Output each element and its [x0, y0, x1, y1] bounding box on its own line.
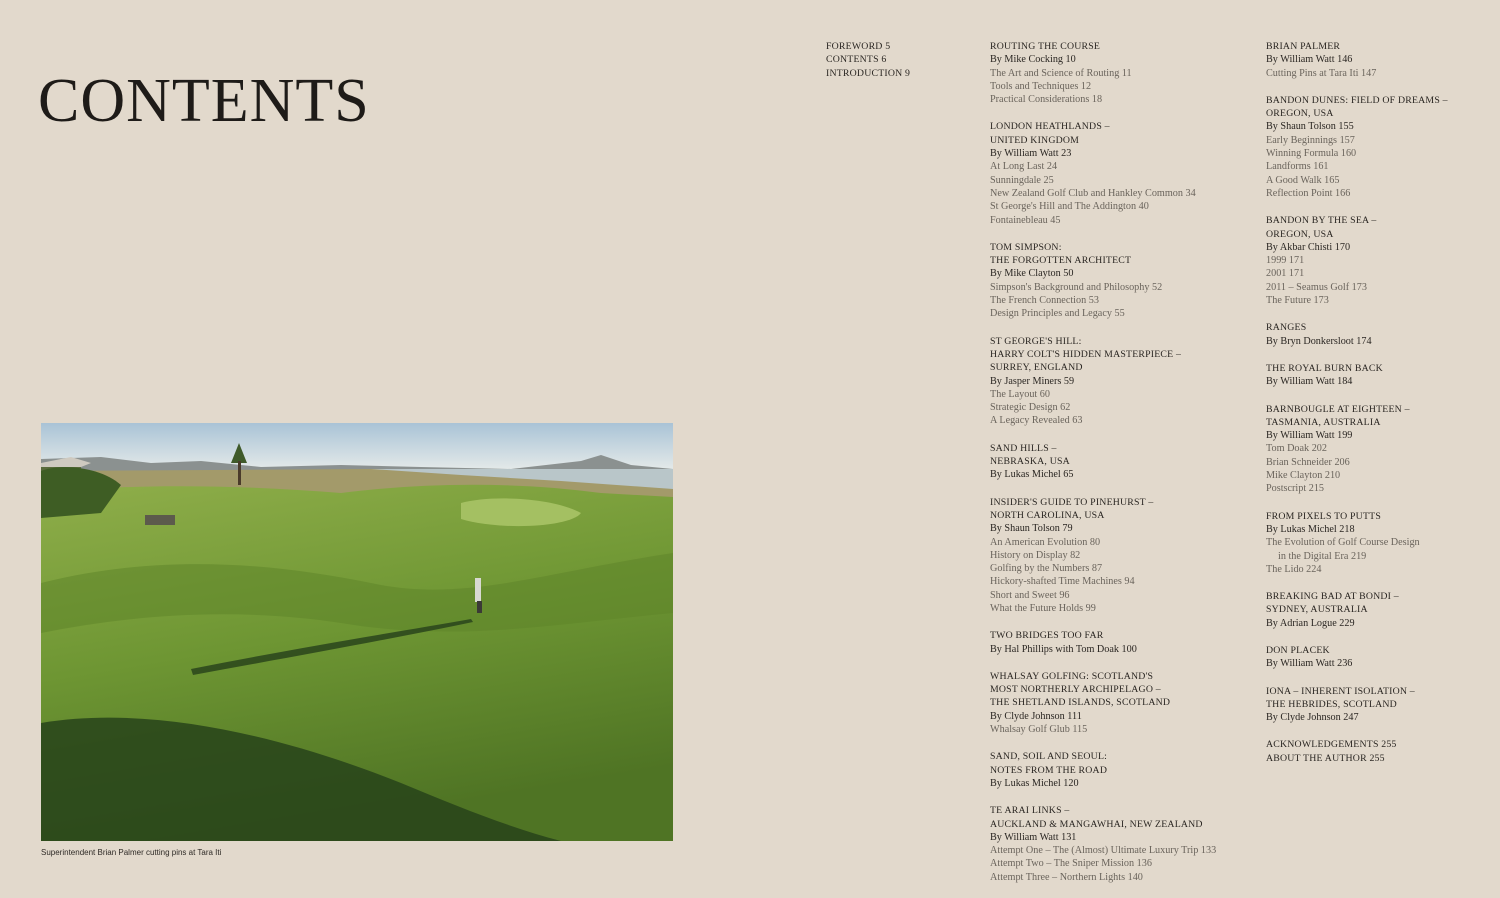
toc-section — [1266, 644, 1448, 671]
toc-section-title: MOST NORTHERLY ARCHIPELAGO – — [990, 684, 1161, 696]
toc-section — [990, 750, 1216, 790]
toc-section-title: AUCKLAND & MANGAWHAI, NEW ZEALAND — [990, 818, 1203, 830]
toc-entry: Reflection Point 166 — [1266, 187, 1351, 199]
toc-entry: Hickory-shafted Time Machines 94 — [990, 576, 1135, 588]
toc-section-title: OREGON, USA — [1266, 228, 1334, 240]
toc-section — [990, 241, 1216, 321]
toc-entry: Postscript 215 — [1266, 483, 1325, 495]
toc-section — [1266, 321, 1448, 348]
toc-section — [1266, 94, 1448, 200]
toc-entry: New Zealand Golf Club and Hankley Common 34 — [990, 187, 1196, 199]
toc-section-title: NOTES FROM THE ROAD — [990, 764, 1108, 776]
toc-section-title: TOM SIMPSON: — [990, 241, 1062, 253]
toc-entry: The Art and Science of Routing 11 — [990, 67, 1132, 79]
toc-section — [1266, 40, 1448, 80]
toc-front-item: INTRODUCTION 9 — [826, 67, 911, 79]
toc-section-title: THE ROYAL BURN BACK — [1266, 362, 1383, 374]
toc-entry: 1999 171 — [1266, 255, 1305, 267]
toc-entry: St George's Hill and The Addington 40 — [990, 201, 1149, 213]
toc-section-title: TASMANIA, AUSTRALIA — [1266, 416, 1381, 428]
toc-entry: Attempt One – The (Almost) Ultimate Luxury Trip 133 — [990, 845, 1217, 857]
toc-entry: The French Connection 53 — [990, 295, 1099, 307]
toc-section-title: SURREY, ENGLAND — [990, 362, 1083, 374]
toc-entry: Fontainebleau 45 — [990, 214, 1061, 226]
toc-entry: History on Display 82 — [990, 549, 1081, 561]
toc-entry: Brian Schneider 206 — [1266, 456, 1350, 468]
toc-author: By Adrian Logue 229 — [1266, 617, 1355, 629]
photo-caption: Superintendent Brian Palmer cutting pins at Tara Iti — [41, 848, 222, 857]
toc-entry: Simpson's Background and Philosophy 52 — [990, 281, 1163, 293]
toc-author: By William Watt 199 — [1266, 430, 1353, 442]
toc-author: By Lukas Michel 218 — [1266, 523, 1355, 535]
toc-entry: An American Evolution 80 — [990, 536, 1101, 548]
toc-author: By Shaun Tolson 79 — [990, 523, 1073, 535]
toc-author: By Jasper Miners 59 — [990, 375, 1075, 387]
toc-entry: 2011 – Seamus Golf 173 — [1266, 281, 1367, 293]
toc-section-title: LONDON HEATHLANDS – — [990, 121, 1110, 133]
toc-section-title: NORTH CAROLINA, USA — [990, 509, 1105, 521]
toc-section-title: WHALSAY GOLFING: SCOTLAND'S — [990, 670, 1154, 682]
toc-section — [990, 496, 1216, 616]
toc-section-title: THE FORGOTTEN ARCHITECT — [990, 255, 1132, 267]
toc-front-item: CONTENTS 6 — [826, 54, 887, 66]
toc-entry: Strategic Design 62 — [990, 402, 1071, 414]
page-title: CONTENTS — [38, 66, 370, 135]
toc-entry: Sunningdale 25 — [990, 174, 1054, 186]
toc-section — [990, 629, 1216, 656]
toc-section-title: INSIDER'S GUIDE TO PINEHURST – — [990, 496, 1154, 508]
toc-section-title: OREGON, USA — [1266, 108, 1334, 120]
toc-section — [1266, 362, 1448, 389]
toc-author: By Shaun Tolson 155 — [1266, 121, 1354, 133]
toc-section — [990, 335, 1216, 428]
toc-section-title: SYDNEY, AUSTRALIA — [1266, 604, 1368, 616]
toc-author: By Lukas Michel 120 — [990, 777, 1079, 789]
toc-author: By William Watt 146 — [1266, 54, 1353, 66]
toc-section-title: RANGES — [1266, 322, 1307, 334]
toc-entry: Short and Sweet 96 — [990, 589, 1070, 601]
toc-entry: Design Principles and Legacy 55 — [990, 308, 1125, 320]
toc-entry: in the Digital Era 219 — [1278, 550, 1367, 562]
toc-section-title: BANDON BY THE SEA – — [1266, 215, 1377, 227]
toc-section-title: SAND HILLS – — [990, 442, 1057, 454]
toc-entry: 2001 171 — [1266, 268, 1305, 280]
toc-entry: Landforms 161 — [1266, 161, 1329, 173]
toc-entry: Winning Formula 160 — [1266, 148, 1357, 160]
toc-entry: The Lido 224 — [1266, 563, 1322, 575]
toc-section — [990, 120, 1216, 226]
toc-section-title: BREAKING BAD AT BONDI – — [1266, 591, 1399, 603]
toc-section — [1266, 738, 1448, 765]
toc-entry: Cutting Pins at Tara Iti 147 — [1266, 67, 1377, 79]
toc-section-title: HARRY COLT'S HIDDEN MASTERPIECE – — [990, 348, 1182, 360]
toc-author: By Bryn Donkersloot 174 — [1266, 335, 1372, 347]
toc-author: By Akbar Chisti 170 — [1266, 241, 1351, 253]
toc-entry: The Layout 60 — [990, 388, 1050, 400]
front-matter-column — [826, 40, 910, 80]
toc-section-title: UNITED KINGDOM — [990, 134, 1080, 146]
toc-section-title: THE HEBRIDES, SCOTLAND — [1266, 698, 1397, 710]
toc-section-title: ROUTING THE COURSE — [990, 41, 1101, 52]
toc-front-item: FOREWORD 5 — [826, 41, 891, 52]
toc-entry: Attempt Three – Northern Lights 140 — [990, 871, 1143, 883]
toc-author: By William Watt 23 — [990, 148, 1072, 160]
toc-author: By Lukas Michel 65 — [990, 469, 1074, 481]
toc-section-title: THE SHETLAND ISLANDS, SCOTLAND — [990, 697, 1171, 709]
toc-section — [1266, 510, 1448, 576]
toc-entry: What the Future Holds 99 — [990, 602, 1096, 614]
toc-section-title: BANDON DUNES: FIELD OF DREAMS – — [1266, 94, 1448, 106]
toc-entry: Tools and Techniques 12 — [990, 80, 1092, 92]
toc-section-title: BARNBOUGLE AT EIGHTEEN – — [1266, 403, 1410, 415]
toc-author: By Mike Cocking 10 — [990, 54, 1076, 66]
toc-section — [1266, 403, 1448, 496]
toc-section — [990, 40, 1216, 106]
toc-section-title: NEBRASKA, USA — [990, 456, 1070, 468]
toc-section-title: BRIAN PALMER — [1266, 41, 1341, 52]
toc-author: By Clyde Johnson 247 — [1266, 712, 1359, 724]
toc-author: By William Watt 131 — [990, 831, 1077, 843]
toc-entry: The Evolution of Golf Course Design — [1266, 537, 1420, 549]
toc-entry: At Long Last 24 — [990, 161, 1058, 173]
toc-author: By Clyde Johnson 111 — [990, 710, 1082, 722]
toc-section — [1266, 214, 1448, 307]
toc-section-title: IONA – INHERENT ISOLATION – — [1266, 685, 1415, 697]
toc-author: By William Watt 236 — [1266, 658, 1353, 670]
toc-section-title: FROM PIXELS TO PUTTS — [1266, 510, 1381, 522]
toc-section-title: TE ARAI LINKS – — [990, 805, 1070, 817]
toc-entry: A Legacy Revealed 63 — [990, 415, 1083, 427]
toc-entry: Practical Considerations 18 — [990, 94, 1103, 106]
toc-section-title: ST GEORGE'S HILL: — [990, 335, 1082, 347]
toc-entry: Mike Clayton 210 — [1266, 470, 1341, 482]
toc-section — [990, 670, 1216, 736]
toc-entry: Early Beginnings 157 — [1266, 134, 1355, 146]
toc-section-title: TWO BRIDGES TOO FAR — [990, 630, 1104, 642]
toc-section-title: ACKNOWLEDGEMENTS 255 — [1266, 739, 1397, 751]
toc-entry: Whalsay Golf Glub 115 — [990, 724, 1088, 736]
toc-author: By Mike Clayton 50 — [990, 268, 1074, 280]
toc-section — [1266, 685, 1448, 725]
toc-section — [990, 804, 1216, 884]
toc-section-title: ABOUT THE AUTHOR 255 — [1266, 752, 1385, 764]
toc-entry: Golfing by the Numbers 87 — [990, 563, 1103, 575]
toc-entry: Attempt Two – The Sniper Mission 136 — [990, 858, 1152, 870]
toc-column-middle — [990, 40, 1216, 898]
toc-section — [1266, 590, 1448, 630]
toc-author: By William Watt 184 — [1266, 376, 1353, 388]
golf-course-photo — [41, 423, 673, 841]
toc-author: By Hal Phillips with Tom Doak 100 — [990, 643, 1137, 655]
toc-entry: Tom Doak 202 — [1266, 443, 1327, 455]
toc-section-title: DON PLACEK — [1266, 644, 1330, 656]
toc-section — [990, 442, 1216, 482]
toc-entry: The Future 173 — [1266, 295, 1329, 307]
toc-entry: A Good Walk 165 — [1266, 174, 1340, 186]
toc-section-title: SAND, SOIL AND SEOUL: — [990, 751, 1108, 763]
toc-column-right — [1266, 40, 1448, 779]
